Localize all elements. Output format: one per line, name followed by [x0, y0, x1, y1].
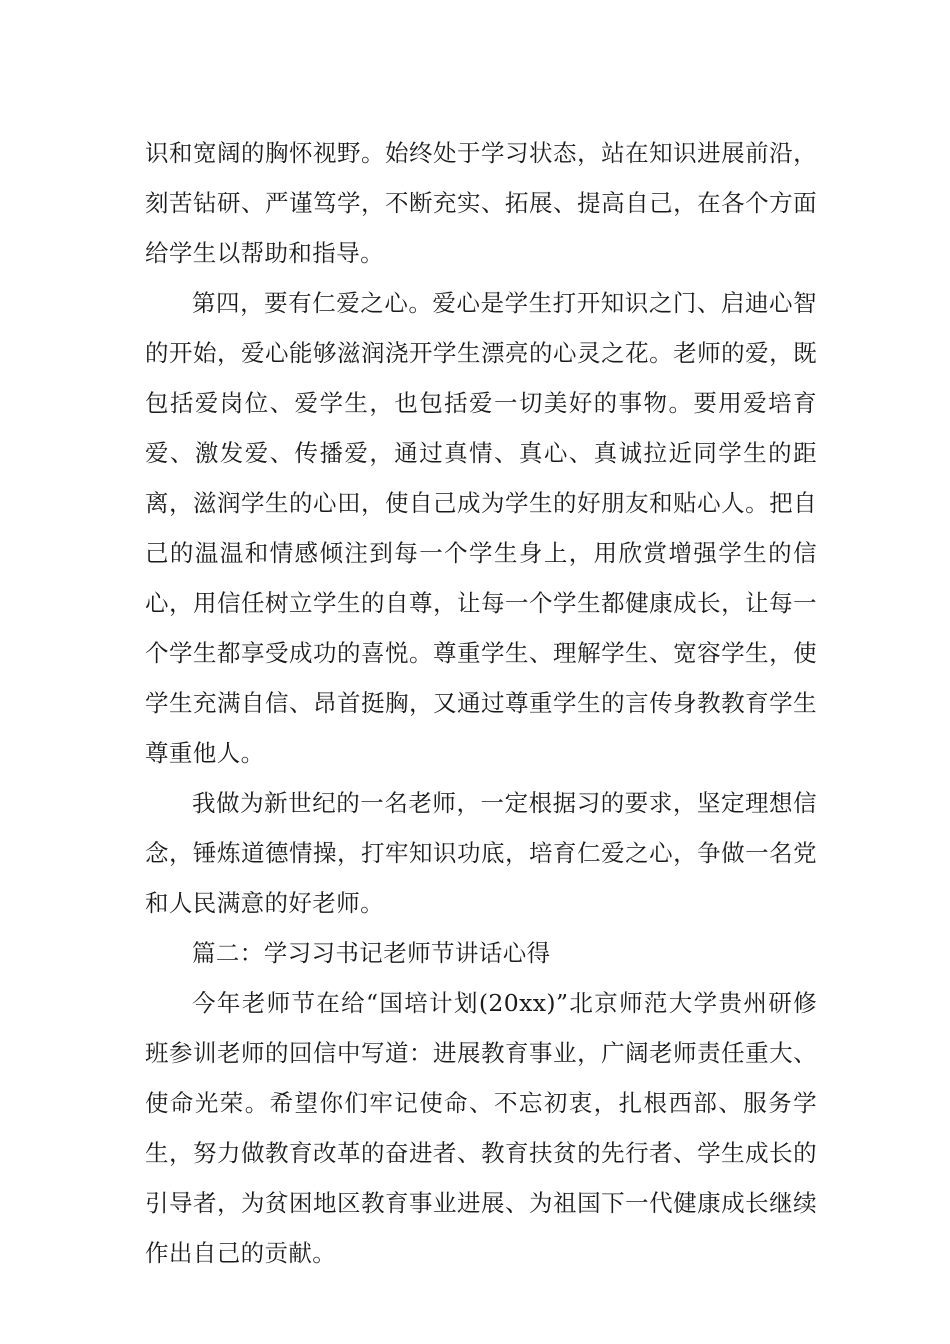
paragraph-3: 我做为新世纪的一名老师，一定根据习的要求，坚定理想信念，锤炼道德情操，打牢知识功底，培育仁爱之心，争做一名党和人民满意的好老师。 — [145, 789, 817, 917]
paragraph-1: 识和宽阔的胸怀视野。始终处于学习状态，站在知识进展前沿，刻苦钻研、严谨笃学，不断充实、拓展、提高自己，在各个方面给学生以帮助和指导。 — [145, 139, 817, 267]
paragraph-4: 今年老师节在给“国培计划(20xx)”北京师范大学贵州研修班参训老师的回信中写道：进展教育事业，广阔老师责任重大、使命光荣。希望你们牢记使命、不忘初衷，扎根西部、服务学生，努力做教育改革的奋进者、教育扶贫的先行者、学生成长的引导者，为贫困地区教育事业进展、为祖国下一代健康成长继续作出自己的贡献。 — [145, 989, 817, 1267]
section-heading: 篇二：学习习书记老师节讲话心得 — [192, 939, 551, 967]
paragraph-2: 第四，要有仁爱之心。爱心是学生打开知识之门、启迪心智的开始，爱心能够滋润浇开学生漂亮的心灵之花。老师的爱，既包括爱岗位、爱学生，也包括爱一切美好的事物。要用爱培育爱、激发爱、传播爱，通过真情、真心、真诚拉近同学生的距离，滋润学生的心田，使自己成为学生的好朋友和贴心人。把自己的温温和情感倾注到每一个学生身上，用欣赏增强学生的信心，用信任树立学生的自尊，让每一个学生都健康成长，让每一个学生都享受成功的喜悦。尊重学生、理解学生、宽容学生，使学生充满自信、昂首挺胸，又通过尊重学生的言传身教教育学生尊重他人。 — [145, 289, 817, 767]
document-page — [145, 128, 817, 1278]
